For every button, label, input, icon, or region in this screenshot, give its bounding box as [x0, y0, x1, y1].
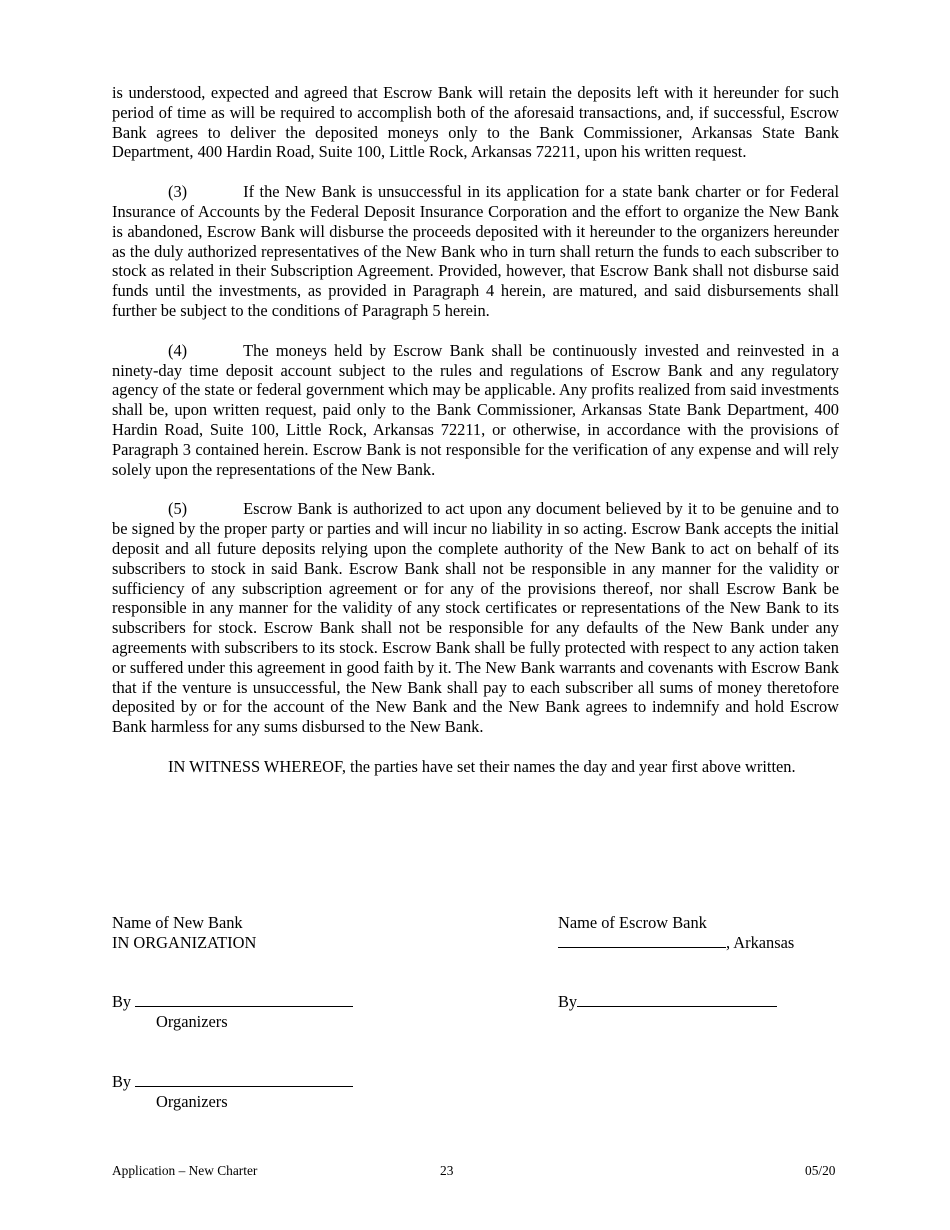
- escrow-signature: [558, 992, 777, 1012]
- escrow-bank-location: [558, 933, 794, 953]
- footer-date: 05/20: [805, 1163, 836, 1178]
- new-bank-name-label: Name of New Bank: [112, 913, 243, 932]
- paragraph-4: [112, 341, 839, 480]
- paragraph-3-number: (3): [168, 182, 188, 202]
- paragraph-2-continued: is understood, expected and agreed that Escrow Bank will retain the deposits left with it hereunder for such period of time as will be required to accomplish both of the aforesaid transactions, and, if successful, Escrow Bank agrees to deliver the deposited moneys only to the Bank Commissioner, Arkansas State Bank Department, 400 Hardin Road, Suite 100, Little Rock, Arkansas 72211, upon his written request.: [112, 83, 839, 162]
- organizer-signature-1: [112, 992, 353, 1032]
- by-label-1: By: [112, 992, 132, 1011]
- escrow-bank-city-line: [558, 933, 726, 948]
- escrow-bank-name-label: Name of Escrow Bank: [558, 913, 707, 932]
- in-organization-label: IN ORGANIZATION: [112, 932, 257, 952]
- witness-paragraph: IN WITNESS WHEREOF, the parties have set their names the day and year first above written.: [168, 756, 796, 776]
- paragraph-4-text: The moneys held by Escrow Bank shall be continuously invested and reinvested in a ninety-day time deposit account subject to the rules and regulations of Escrow Bank and any regulatory agency of the state or federal government which may be applicable. Any profits realized from said investments shall be, upon written request, paid only to the Bank Commissioner, Arkansas State Bank Department, 400 Hardin Road, Suite 100, Little Rock, Arkansas 72211, or otherwise, in accordance with the provisions of Paragraph 3 contained herein. Escrow Bank is not responsible for the verification of any expense and will rely solely upon the representations of the New Bank.: [112, 340, 839, 479]
- organizers-label-1: Organizers: [156, 1011, 228, 1031]
- signature-line-1: [135, 992, 353, 1007]
- arkansas-label: , Arkansas: [726, 932, 795, 952]
- escrow-bank-name-block: [558, 913, 794, 953]
- organizer-signature-2: [112, 1072, 353, 1112]
- signature-line-2: [135, 1072, 353, 1087]
- footer-page-number: 23: [440, 1163, 454, 1178]
- paragraph-5: [112, 499, 839, 737]
- document-body: [112, 83, 839, 797]
- new-bank-name-block: [112, 913, 256, 953]
- footer-document-title: Application – New Charter: [112, 1163, 258, 1178]
- paragraph-5-number: (5): [168, 499, 188, 519]
- paragraph-3: [112, 182, 839, 321]
- paragraph-3-text: If the New Bank is unsuccessful in its application for a state bank charter or for Federal Insurance of Accounts by the Federal Deposit Insurance Corporation and the effort to organize the New Bank is abandoned, Escrow Bank will disburse the proceeds deposited with it hereunder to the organizers hereunder as the duly authorized representatives of the New Bank who in turn shall return the funds to each subscriber to stock as related in their Subscription Agreement. Provided, however, that Escrow Bank shall not disburse said funds until the investments, as provided in Paragraph 4 herein, are matured, and said disbursements shall further be subject to the conditions of Paragraph 5 herein.: [112, 182, 839, 320]
- by-label-escrow: By: [558, 992, 578, 1011]
- by-label-2: By: [112, 1072, 132, 1091]
- signature-line-escrow: [577, 992, 777, 1007]
- paragraph-5-text: Escrow Bank is authorized to act upon any document believed by it to be genuine and to be signed by the proper party or parties and will incur no liability in so acting. Escrow Bank accepts the initial deposit and all future deposits relying upon the complete authority of the New Bank to act on behalf of its subscribers to stock in said Bank. Escrow Bank shall not be responsible in any manner for the validity or sufficiency of any subscription agreement or for any of the provisions thereof, nor shall Escrow Bank be responsible in any manner for the validity of any stock certificates or representations of the New Bank to its subscribers for stock. Escrow Bank shall not be responsible for any defaults of the New Bank under any agreements with subscribers to its stock. Escrow Bank shall be fully protected with respect to any action taken or suffered under this agreement in good faith by it. The New Bank warrants and covenants with Escrow Bank that if the venture is unsuccessful, the New Bank shall pay to each subscriber all sums of money theretofore deposited by or for the account of the New Bank and the New Bank agrees to indemnify and hold Escrow Bank harmless for any sums disbursed to the New Bank.: [112, 499, 839, 737]
- organizers-label-2: Organizers: [156, 1091, 228, 1111]
- paragraph-4-number: (4): [168, 340, 188, 360]
